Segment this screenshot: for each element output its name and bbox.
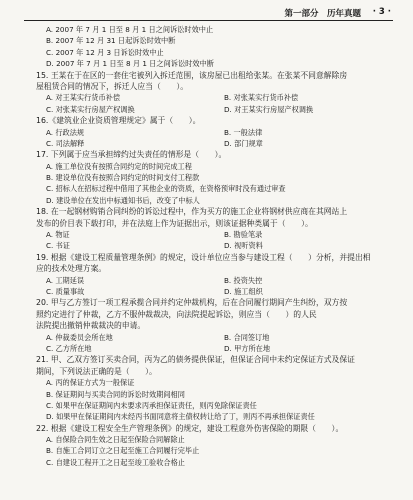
question-20 [36, 297, 392, 354]
option: B. 保证期间与买卖合同的诉讼时效期间相同 [46, 389, 185, 399]
option: C. 对张某实行房屋产权调换 [46, 104, 135, 114]
question-21 [36, 354, 392, 422]
question-stem: 法院提出撤销仲裁裁决的申请。 [36, 321, 146, 331]
option: D. 建设单位在发出中标通知书后，改变了中标人 [46, 195, 200, 205]
option: C. 质量事故 [46, 286, 85, 296]
option: D. 甲方所在地 [224, 343, 271, 353]
option: B. 勘验笔录 [224, 230, 263, 240]
question-stem: 22. 根据《建设工程安全生产管理条例》的规定，建设工程意外伤害保险的期限（ ）。 [36, 423, 344, 433]
question-stem: 18. 在一起钢材购销合同纠纷的诉讼过程中，作为买方的施工企业将钢材供应商在其网站上 [36, 207, 348, 217]
question-stem: 16.《建筑业企业资质管理规定》属于（ ）。 [36, 116, 201, 126]
question-stem: 屋租赁合同的情况下，拆迁人应当（ ）。 [36, 81, 189, 91]
option: D. 如果甲在保证期间内未经丙书面同意将主债权转让给了丁，则丙不再承担保证责任 [46, 412, 315, 422]
option: C. 司法解释 [46, 138, 85, 148]
option: A. 自保险合同生效之日起至保险合同解除止 [46, 435, 185, 445]
option: B. 合同签订地 [224, 332, 270, 342]
section-title: 第一部分 历年真题 [284, 9, 361, 19]
question-stem: 21. 甲、乙双方签订买卖合同，丙为乙的债务提供保证，但保证合同中未约定保证方式及保证 [36, 355, 355, 365]
question-16 [36, 115, 392, 149]
option: D. 对王某实行房屋产权调换 [224, 104, 314, 114]
option: C. 乙方所在地 [46, 343, 92, 353]
question-stem: 期间，下列说法正确的是（ ）。 [36, 366, 157, 376]
option: D. 施工组织 [224, 286, 263, 296]
option: B. 投资失控 [224, 275, 263, 285]
option: C. 自建设工程开工之日起至竣工验收合格止 [46, 457, 185, 467]
page-number: · 3 · [372, 7, 391, 17]
question-22 [36, 423, 392, 469]
option: B. 对张某实行货币补偿 [224, 93, 299, 103]
question-18 [36, 206, 392, 252]
option: D. 部门规章 [224, 138, 263, 148]
option: D. 2007 年 7 月 1 日至 8 月 1 日之间诉讼时效中断 [46, 59, 214, 69]
option: A. 行政法规 [46, 127, 85, 137]
question-stem: 照约定进行了仲裁，乙方不服仲裁裁决，向法院提起诉讼，则应当（ ）的人民 [36, 309, 317, 319]
question-19 [36, 252, 392, 298]
question-stem: 20. 甲与乙方签订一项工程承揽合同并约定仲裁机构，后在合同履行期间产生纠纷，双方按 [36, 298, 348, 308]
option: A. 物证 [46, 230, 70, 240]
question-stem: 17. 下列属于应当承担缔约过失责任的情形是（ ）。 [36, 150, 227, 160]
question-stem: 发布的价目表下载打印，并在法庭上作为证据出示，则该证据种类属于（ ）。 [36, 218, 313, 228]
option: A. 丙的保证方式为一般保证 [46, 378, 135, 388]
option: B. 建设单位没有按照合同约定的时间支付工程款 [46, 173, 200, 183]
option: C. 书证 [46, 241, 70, 251]
running-header [0, 4, 413, 20]
question-list [36, 24, 392, 468]
option: A. 2007 年 7 月 1 日至 8 月 1 日之间诉讼时效中止 [46, 25, 214, 34]
option: B. 自施工合同订立之日起至施工合同履行完毕止 [46, 446, 200, 456]
header-rule [24, 20, 393, 21]
question-17 [36, 149, 392, 206]
option: A. 仲裁委员会所在地 [46, 332, 113, 342]
option: B. 一般法律 [224, 127, 263, 137]
option: C. 招标人在招标过程中借用了其他企业的资质，在资格预审时没有通过审查 [46, 184, 286, 194]
previous-question-options [36, 24, 392, 70]
option: A. 对王某实行货币补偿 [46, 93, 121, 103]
question-15 [36, 70, 392, 116]
question-stem: 19. 根据《建设工程质量管理条例》的规定，设计单位应当参与建设工程（ ）分析，并提出相 [36, 252, 371, 262]
option: A. 施工单位没有按照合同约定的时间完成工程 [46, 161, 192, 171]
option: A. 工期延误 [46, 275, 85, 285]
option: D. 视听资料 [224, 241, 263, 251]
question-stem: 15. 王某在于在区的一套住宅被列入拆迁范围，该房屋已出租给张某。在张某不同意解除房 [36, 70, 348, 80]
option: C. 2007 年 12 月 3 日诉讼时效中止 [46, 47, 164, 57]
question-stem: 应的技术处理方案。 [36, 264, 107, 274]
option: B. 2007 年 12 月 31 日起诉讼时效中断 [46, 36, 176, 46]
option: C. 如果甲在保证期间内未要求丙承担保证责任，则丙免除保证责任 [46, 400, 257, 410]
